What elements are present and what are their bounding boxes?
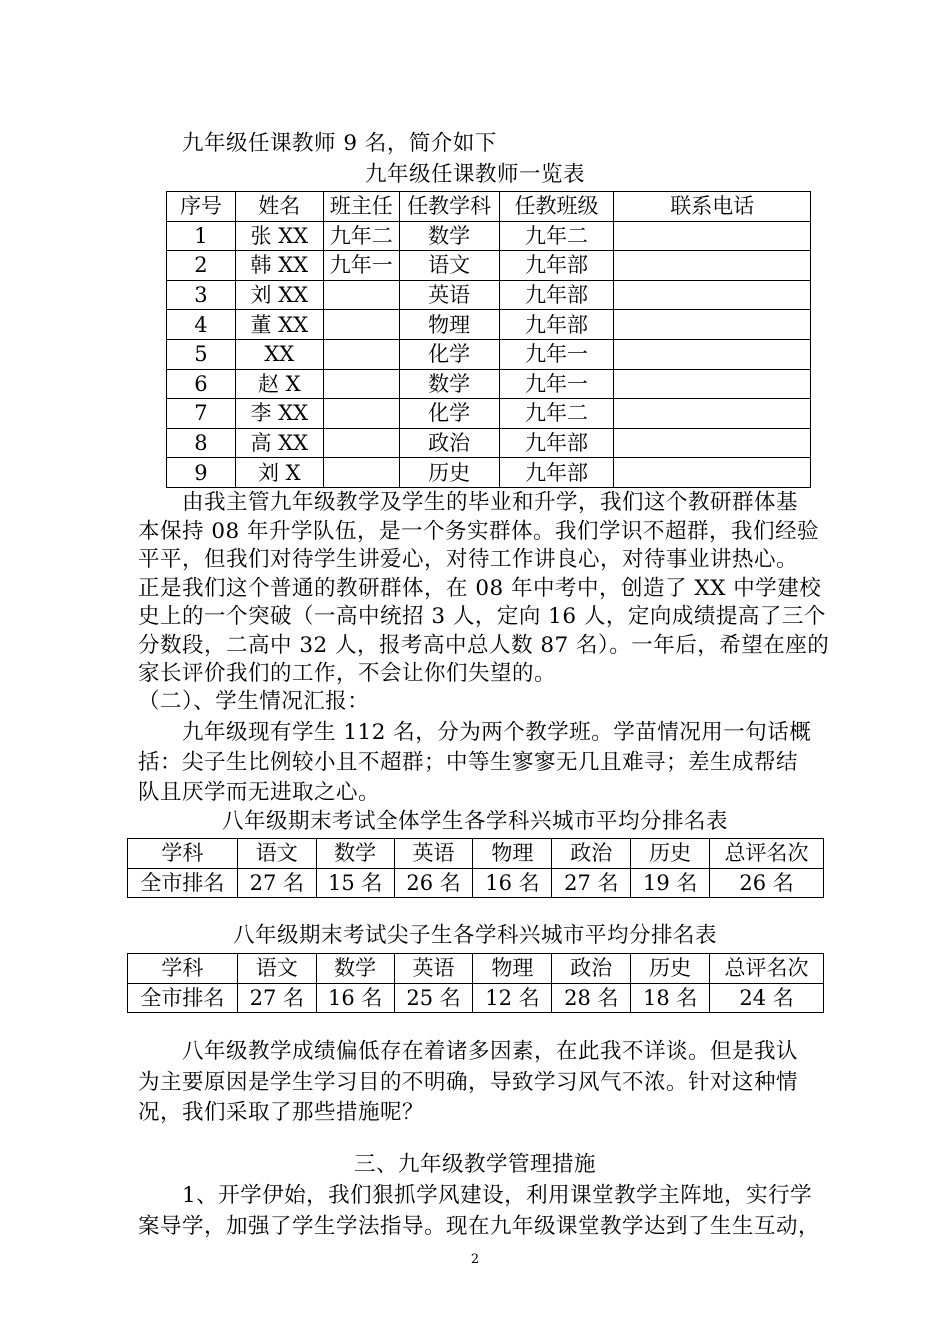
teacher-table-cell: 九年部 [499,310,614,340]
rank-value-cell: 全市排名 [128,983,238,1013]
teacher-table-cell [614,280,811,310]
rank-header-cell: 学科 [128,954,238,984]
teacher-table-header-cell: 任教学科 [399,192,499,222]
teacher-table-cell: 物理 [399,310,499,340]
teacher-table-row [167,458,811,488]
teacher-table-cell [614,399,811,429]
text-line: 案导学，加强了学生学法指导。现在九年级课堂教学达到了生生互动， [138,1214,821,1239]
rank-table-top [127,953,824,1013]
rank-value-cell: 24 名 [710,983,824,1013]
teacher-table-title: 九年级任课教师一览表 [364,162,585,187]
rank-header-cell: 数学 [316,839,394,869]
teacher-table-row [167,310,811,340]
teacher-table [166,191,811,488]
rank-header-cell: 物理 [473,954,552,984]
teacher-table-cell: 九年二 [499,399,614,429]
teacher-table-cell: 张 XX [235,221,323,251]
teacher-table-cell: 1 [167,221,236,251]
teacher-table-cell: 刘 X [235,458,323,488]
text-line: 平平，但我们对待学生讲爱心，对待工作讲良心，对待事业讲热心。 [138,547,799,572]
teacher-table-cell [614,251,811,281]
teacher-table-cell: 语文 [399,251,499,281]
text-line: 八年级教学成绩偏低存在着诸多因素，在此我不详谈。但是我认 [182,1039,799,1064]
rank-value-cell: 16 名 [316,983,394,1013]
text-line: 家长评价我们的工作，不会让你们失望的。 [138,661,557,686]
rank-header-cell: 学科 [128,839,238,869]
teacher-table-cell [614,428,811,458]
rank-header-cell: 总评名次 [710,954,824,984]
teacher-table-cell [614,458,811,488]
teacher-table-cell: 九年一 [499,369,614,399]
rank-table-top-title: 八年级期末考试尖子生各学科兴城市平均分排名表 [232,923,717,948]
teacher-table-cell [614,310,811,340]
rank-header-cell: 政治 [552,839,631,869]
teacher-table-cell: 九年部 [499,428,614,458]
teacher-table-cell: 化学 [399,339,499,369]
teacher-table-cell: 4 [167,310,236,340]
teacher-table-header-cell: 序号 [167,192,236,222]
teacher-table-cell: 赵 X [235,369,323,399]
teacher-table-cell: 九年部 [499,458,614,488]
rank-value-cell: 16 名 [473,868,552,898]
rank-table-all [127,838,824,898]
teacher-table-cell: 5 [167,339,236,369]
teacher-table-cell: 政治 [399,428,499,458]
teacher-table-cell: 3 [167,280,236,310]
rank-value-cell: 27 名 [552,868,631,898]
section2-heading: （二）、学生情况汇报： [138,689,370,714]
rank-header-cell: 历史 [631,954,710,984]
rank-header-cell: 语文 [237,839,316,869]
text-line: 队且厌学而无进取之心。 [138,780,381,805]
teacher-table-cell [323,399,399,429]
rank-header-cell: 政治 [552,954,631,984]
teacher-table-cell [323,280,399,310]
teacher-table-row [167,280,811,310]
rank-table-all-body [128,839,824,898]
teacher-table-cell: 8 [167,428,236,458]
rank-value-row [128,868,824,898]
teacher-table-cell: XX [235,339,323,369]
teacher-table-cell: 李 XX [235,399,323,429]
teacher-table-cell: 九年二 [499,221,614,251]
teacher-table-row [167,369,811,399]
teacher-table-cell: 7 [167,399,236,429]
rank-header-cell: 语文 [237,954,316,984]
teacher-table-cell: 9 [167,458,236,488]
text-line: 九年级现有学生 112 名，分为两个教学班。学苗情况用一句话概 [182,720,812,745]
teacher-table-cell: 九年一 [323,251,399,281]
text-line: 况，我们采取了那些措施呢？ [138,1100,425,1125]
teacher-table-cell: 刘 XX [235,280,323,310]
rank-value-cell: 全市排名 [128,868,238,898]
rank-value-row [128,983,824,1013]
teacher-table-body [167,192,811,488]
rank-header-cell: 历史 [631,839,710,869]
teacher-table-cell [614,339,811,369]
text-line: 分数段，二高中 32 人，报考高中总人数 87 名）。一年后，希望在座的 [138,632,830,658]
text-line: 1、开学伊始，我们狠抓学风建设，利用课堂教学主阵地，实行学 [182,1183,813,1208]
rank-header-cell: 数学 [316,954,394,984]
teacher-table-cell: 历史 [399,458,499,488]
teacher-table-row [167,221,811,251]
rank-value-cell: 27 名 [237,868,316,898]
rank-value-cell: 26 名 [710,868,824,898]
rank-value-cell: 26 名 [394,868,473,898]
rank-value-cell: 27 名 [237,983,316,1013]
teacher-table-cell: 数学 [399,221,499,251]
teacher-table-cell [323,369,399,399]
rank-value-cell: 15 名 [316,868,394,898]
teacher-table-cell [323,428,399,458]
rank-table-all-title: 八年级期末考试全体学生各学科兴城市平均分排名表 [221,809,728,834]
teacher-table-row [167,339,811,369]
teacher-table-cell: 2 [167,251,236,281]
rank-value-cell: 18 名 [631,983,710,1013]
teacher-table-row [167,428,811,458]
rank-header-row [128,954,824,984]
text-line: 括：尖子生比例较小且不超群；中等生寥寥无几且难寻；差生成帮结 [138,750,799,775]
teacher-table-cell: 6 [167,369,236,399]
text-line: 为主要原因是学生学习目的不明确，导致学习风气不浓。针对这种情 [138,1069,799,1095]
text-line: 由我主管九年级教学及学生的毕业和升学，我们这个教研群体基 [182,490,799,515]
rank-header-cell: 总评名次 [710,839,824,869]
teacher-table-header-cell: 班主任 [323,192,399,222]
teacher-table-row [167,399,811,429]
teacher-table-header-row [167,192,811,222]
rank-table-top-body [128,954,824,1013]
page-number: 2 [470,1252,480,1267]
teacher-table-cell [323,458,399,488]
teacher-table-cell: 董 XX [235,310,323,340]
text-line: 史上的一个突破（一高中统招 3 人，定向 16 人，定向成绩提高了三个 [138,604,826,629]
teacher-table-cell [614,221,811,251]
teacher-table-header-cell: 联系电话 [614,192,811,222]
teacher-table-cell: 九年部 [499,251,614,281]
teacher-table-cell: 九年部 [499,280,614,310]
rank-value-cell: 19 名 [631,868,710,898]
rank-value-cell: 28 名 [552,983,631,1013]
intro-line: 九年级任课教师 9 名，简介如下 [182,131,497,156]
rank-value-cell: 12 名 [473,983,552,1013]
teacher-table-header-cell: 姓名 [235,192,323,222]
teacher-table-cell: 英语 [399,280,499,310]
teacher-table-header-cell: 任教班级 [499,192,614,222]
rank-header-cell: 英语 [394,839,473,869]
rank-header-row [128,839,824,869]
teacher-table-cell: 九年二 [323,221,399,251]
section3-heading: 三、九年级教学管理措施 [353,1152,596,1177]
teacher-table-cell: 数学 [399,369,499,399]
rank-value-cell: 25 名 [394,983,473,1013]
rank-header-cell: 物理 [473,839,552,869]
teacher-table-cell [323,310,399,340]
teacher-table-cell [323,339,399,369]
teacher-table-cell: 九年一 [499,339,614,369]
teacher-table-cell: 化学 [399,399,499,429]
rank-header-cell: 英语 [394,954,473,984]
teacher-table-cell [614,369,811,399]
teacher-table-row [167,251,811,281]
text-line: 正是我们这个普通的教研群体，在 08 年中考中，创造了 XX 中学建校 [138,575,822,601]
teacher-table-cell: 高 XX [235,428,323,458]
text-line: 本保持 08 年升学队伍，是一个务实群体。我们学识不超群，我们经验 [138,518,820,544]
teacher-table-cell: 韩 XX [235,251,323,281]
